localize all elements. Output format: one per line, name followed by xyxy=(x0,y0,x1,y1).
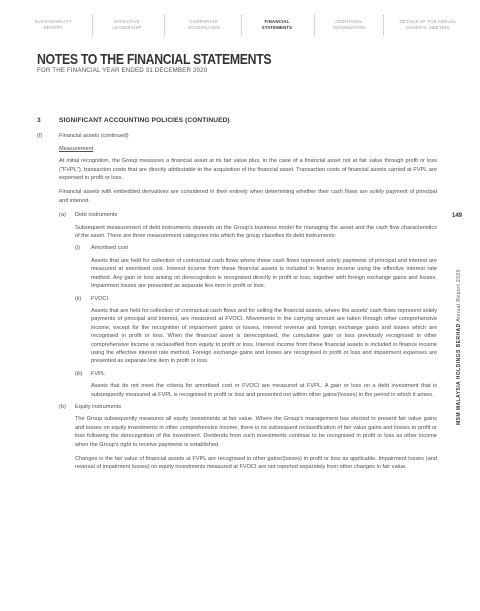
item-ii xyxy=(75,295,437,366)
item-ii-title: FVOCI xyxy=(91,295,109,302)
item-a-marker: (a) xyxy=(59,212,66,219)
nav-effective-leadership[interactable]: EFFECTIVE LEADERSHIP xyxy=(112,19,142,30)
top-navigation xyxy=(0,14,480,36)
sidebar-company: MSM MALAYSIA HOLDINGS BERHAD xyxy=(456,323,462,425)
nav-divider xyxy=(92,15,93,35)
item-iii-paragraph: Assets that do not meet the criteria for amortised cost or FVOCI are measured at FVPL. A gain or loss on a debt investment that is subsequently measured at FVPL is recognised in profit or loss and presented net within other gains/(losses) in the period in which it arises. xyxy=(91,383,437,398)
item-b-paragraph-1: The Group subsequently measures all equity investments at fair value. Where the Group's management has elected to present fair value gains and losses on equity investments in other comprehensive income, there is no subsequent reclassification of fair value gains and losses to profit or loss following the derecognition of the investment. Dividends from such investments continue to be recognised in profit or loss as other income when the Group's right to receive payments is established. xyxy=(75,416,437,448)
nav-divider xyxy=(314,15,315,35)
item-i-marker: (i) xyxy=(75,245,80,252)
nav-financial-statements[interactable]: FINANCIAL STATEMENTS xyxy=(261,19,293,30)
item-i-title: Amortised cost xyxy=(91,245,128,252)
item-b-marker: (b) xyxy=(59,403,66,410)
item-f-title: Financial assets (continued) xyxy=(59,133,129,140)
item-f xyxy=(37,132,437,140)
page-number: 149 xyxy=(452,213,463,219)
nav-divider xyxy=(164,15,165,35)
item-b-title: Equity instruments xyxy=(75,403,122,410)
page-title: NOTES TO THE FINANCIAL STATEMENTS xyxy=(37,51,272,68)
section-number: 3 xyxy=(37,117,41,124)
page-subtitle: FOR THE FINANCIAL YEAR ENDED 31 DECEMBER 2020 xyxy=(37,67,208,74)
nav-additional-information[interactable]: ADDITIONAL INFORMATION xyxy=(333,19,365,30)
nav-sustainability-report[interactable]: SUSTAINABILITY REPORT xyxy=(34,19,72,30)
nav-corporate-governance[interactable]: CORPORATE GOVERNANCE xyxy=(187,19,221,30)
measurement-paragraph-1: At initial recognition, the Group measures a financial asset at its fair value plus, in the case of a financial asset not at fair value through profit or loss ("FVPL"), transaction costs that are directly attributable to the acquisition of the financial asset. Transaction costs of financial assets carried at FVPL are expensed in profit or loss. xyxy=(59,158,437,182)
item-i-paragraph: Assets that are held for collection of contractual cash flows where those cash flows represent solely payments of principal and interest are measured at amortised cost. Interest income from these financial assets is included in finance income using the effective interest rate method. Any gain or loss arising on derecognition is recognised directly in profit or loss, together with foreign exchange gains and losses. Impairment losses are presented as separate line item in profit or loss. xyxy=(91,257,437,290)
notes-content xyxy=(37,117,437,472)
item-b xyxy=(59,403,437,472)
item-iii-title: FVPL xyxy=(91,370,105,377)
item-i xyxy=(75,244,437,290)
sidebar-caption xyxy=(456,269,462,425)
item-a-title: Debt instruments xyxy=(75,212,118,219)
item-f-marker: (f) xyxy=(37,133,43,140)
item-a-paragraph: Subsequent measurement of debt instruments depends on the Group's business model for managing the asset and the cash flow characteristics of the asset. There are three measurement categories into which the group classifies its debt instruments: xyxy=(75,224,437,240)
nav-divider xyxy=(383,15,384,35)
nav-divider xyxy=(241,15,242,35)
item-a xyxy=(59,211,437,399)
section-heading xyxy=(37,117,437,125)
item-iii xyxy=(75,370,437,399)
item-ii-paragraph: Assets that are held for collection of contractual cash flows and for selling the financial assets, where the assets' cash flows represent solely payments of principal and interest, are measured at FVOCI. Movements in the carrying amount are taken through other comprehensive income, except for the recognition of impairment gains or losses, interest revenue and foreign exchange gains and losses which are recognised in profit or loss. When the financial asset is derecognised, the cumulative gain or loss previously recognised in other comprehensive income is reclassified from equity to profit or loss. Interest income from these financial assets is included in finance income using the effective interest rate method. Foreign exchange gains and losses are recognised in profit or loss and impairment expenses are presented as separate line item in profit or loss. xyxy=(91,307,437,365)
item-iii-marker: (iii) xyxy=(75,370,83,377)
sidebar-report: Annual Report 2020 xyxy=(456,269,462,322)
nav-annual-general-meeting[interactable]: DETAILS OF THE ANNUAL GENERAL MEETING xyxy=(399,19,457,30)
section-title: SIGNIFICANT ACCOUNTING POLICIES (CONTINUED) xyxy=(59,117,230,124)
measurement-heading: Measurement xyxy=(59,145,94,152)
measurement-paragraph-2: Financial assets with embedded derivatives are considered in their entirety when determining whether their cash flows are solely payment of principal and interest. xyxy=(59,189,437,204)
item-ii-marker: (ii) xyxy=(75,295,82,302)
item-b-paragraph-2: Changes in the fair value of financial assets at FVPL are recognised in other gains/(losses) in profit or loss as applicable. Impairment losses (and reversal of impairment losses) on equity investments measured at FVOCI are not reported separately from other changes in fair value. xyxy=(75,456,437,471)
